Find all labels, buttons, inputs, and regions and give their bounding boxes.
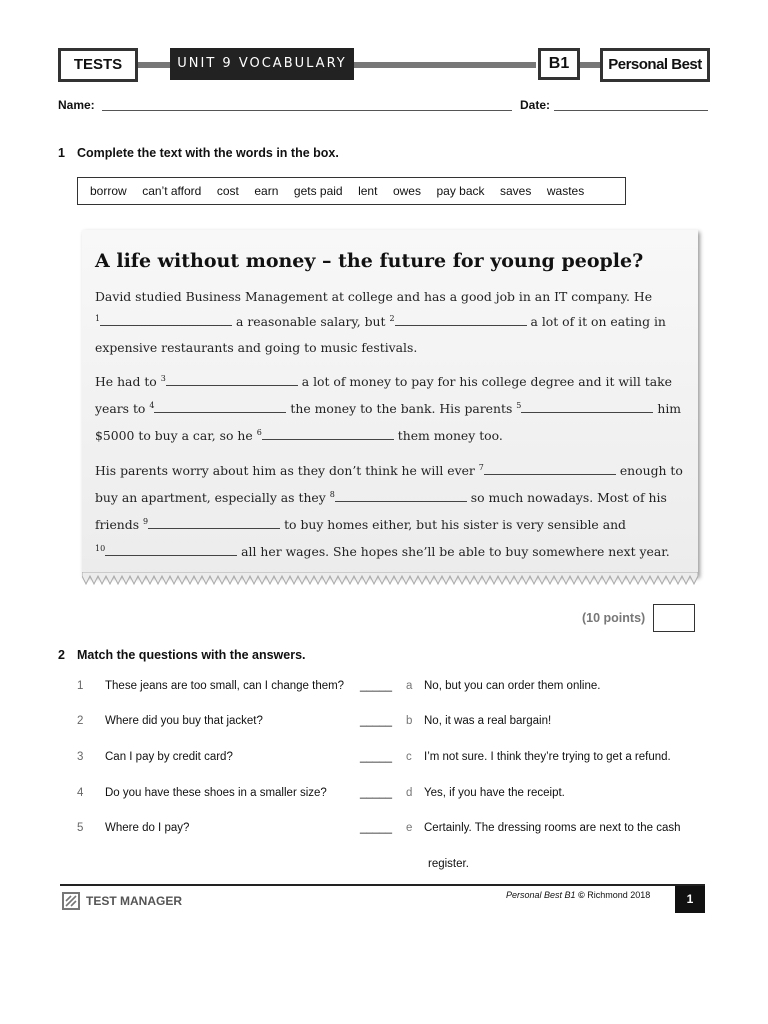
gap-number: 4 xyxy=(149,400,155,410)
question-number: 5 xyxy=(77,822,84,834)
answer-letter: b xyxy=(406,715,413,727)
question-text: Can I pay by credit card? xyxy=(105,751,233,763)
answer-text: Yes, if you have the receipt. xyxy=(424,787,565,799)
test-manager-icon xyxy=(62,892,80,910)
gap-number: 3 xyxy=(160,373,166,383)
text-line: $^{10}$ all her wages. She hopes she’ll be able to buy somewhere next year. xyxy=(95,543,670,559)
answer-text: I’m not sure. I think they’re trying to get a refund. xyxy=(424,751,671,763)
brand-logo: Personal Best xyxy=(600,48,710,82)
answer-letter: a xyxy=(406,680,413,692)
gap-6-blank[interactable] xyxy=(262,427,394,440)
answer-blank[interactable]: _____ xyxy=(360,822,392,834)
word-item: wastes xyxy=(546,184,585,198)
word-item: borrow xyxy=(90,184,127,198)
question-number: 1 xyxy=(77,680,84,692)
gap-10-blank[interactable] xyxy=(105,543,237,556)
word-item: owes xyxy=(392,184,421,198)
exercise-2-number: 2 xyxy=(58,648,65,662)
footer-rule xyxy=(60,884,705,886)
date-field[interactable] xyxy=(554,110,708,111)
points-label: (10 points) xyxy=(582,611,646,625)
word-item: saves xyxy=(500,184,532,198)
gap-9-blank[interactable] xyxy=(148,516,280,529)
level-badge: B1 xyxy=(538,48,580,80)
gap-8-blank[interactable] xyxy=(335,489,467,502)
gap-1-blank[interactable] xyxy=(100,313,232,326)
answer-letter: c xyxy=(406,751,412,763)
tests-label: TESTS xyxy=(58,48,138,82)
answer-blank[interactable]: _____ xyxy=(360,715,392,727)
question-text: Where do I pay? xyxy=(105,822,190,834)
gap-number: 10 xyxy=(95,543,106,553)
text-line: $5000 to buy a car, so he $^6$ them money too. xyxy=(95,427,503,443)
answer-text: No, it was a real bargain! xyxy=(424,715,552,727)
answer-blank[interactable]: _____ xyxy=(360,751,392,763)
gap-3-blank[interactable] xyxy=(166,373,298,386)
question-text: Where did you buy that jacket? xyxy=(105,715,263,727)
exercise-1-instruction: Complete the text with the words in the box. xyxy=(77,146,339,160)
answer-text: No, but you can order them online. xyxy=(424,680,601,692)
word-box xyxy=(77,177,626,205)
answer-text-continued: register. xyxy=(428,858,469,870)
score-box[interactable] xyxy=(653,604,695,632)
answer-letter: d xyxy=(406,787,413,799)
gap-number: 1 xyxy=(95,313,101,323)
gap-number: 6 xyxy=(256,427,262,437)
gap-number: 8 xyxy=(329,489,335,499)
unit-title: UNIT 9 VOCABULARY xyxy=(170,48,354,80)
gap-4-blank[interactable] xyxy=(154,400,286,413)
date-label: Date: xyxy=(520,98,551,112)
copyright-symbol: © xyxy=(578,890,585,900)
text-line: $^1$ a reasonable salary, but $^2$ a lot of it on eating in xyxy=(95,313,666,329)
answer-text: Certainly. The dressing rooms are next to the cash xyxy=(424,822,681,834)
word-item: can’t afford xyxy=(142,184,202,198)
word-item: pay back xyxy=(436,184,485,198)
text-line: He had to $^3$ a lot of money to pay for his college degree and it will take xyxy=(95,373,673,389)
text-line: years to $^4$ the money to the bank. His parents $^5$ him xyxy=(95,400,682,416)
gap-5-blank[interactable] xyxy=(521,400,653,413)
text-line: His parents worry about him as they don’t think he will ever $^7$ enough to xyxy=(95,462,683,478)
question-text: Do you have these shoes in a smaller size? xyxy=(105,787,327,799)
question-number: 4 xyxy=(77,787,84,799)
gap-number: 7 xyxy=(478,462,484,472)
question-number: 3 xyxy=(77,751,84,763)
gap-number: 5 xyxy=(516,400,522,410)
torn-edge xyxy=(82,572,698,588)
gap-2-blank[interactable] xyxy=(395,313,527,326)
text-line: expensive restaurants and going to music festivals. xyxy=(95,340,418,355)
text-line: David studied Business Management at college and has a good job in an IT company. He xyxy=(95,289,653,304)
gap-number: 9 xyxy=(143,516,149,526)
answer-blank[interactable]: _____ xyxy=(360,680,392,692)
word-item: lent xyxy=(358,184,378,198)
name-field[interactable] xyxy=(102,110,512,111)
answer-blank[interactable]: _____ xyxy=(360,787,392,799)
answer-letter: e xyxy=(406,822,413,834)
text-line: buy an apartment, especially as they $^8$ so much nowadays. Most of his xyxy=(95,489,667,505)
page-number: 1 xyxy=(675,886,705,913)
name-label: Name: xyxy=(58,98,95,112)
word-item: cost xyxy=(216,184,239,198)
word-item: gets paid xyxy=(293,184,343,198)
question-text: These jeans are too small, can I change them? xyxy=(105,680,345,692)
question-number: 2 xyxy=(77,715,84,727)
gap-number: 2 xyxy=(389,313,395,323)
header-rule-right xyxy=(580,62,602,68)
gap-7-blank[interactable] xyxy=(484,462,616,475)
copyright: Personal Best B1 © Richmond 2018 xyxy=(506,890,651,900)
test-manager-label: TEST MANAGER xyxy=(86,894,182,908)
text-line: friends $^9$ to buy homes either, but his sister is very sensible and xyxy=(95,516,626,532)
word-item: earn xyxy=(254,184,279,198)
article-title: A life without money – the future for young people? xyxy=(95,250,644,272)
exercise-2-instruction: Match the questions with the answers. xyxy=(77,648,306,662)
exercise-1-number: 1 xyxy=(58,146,65,160)
